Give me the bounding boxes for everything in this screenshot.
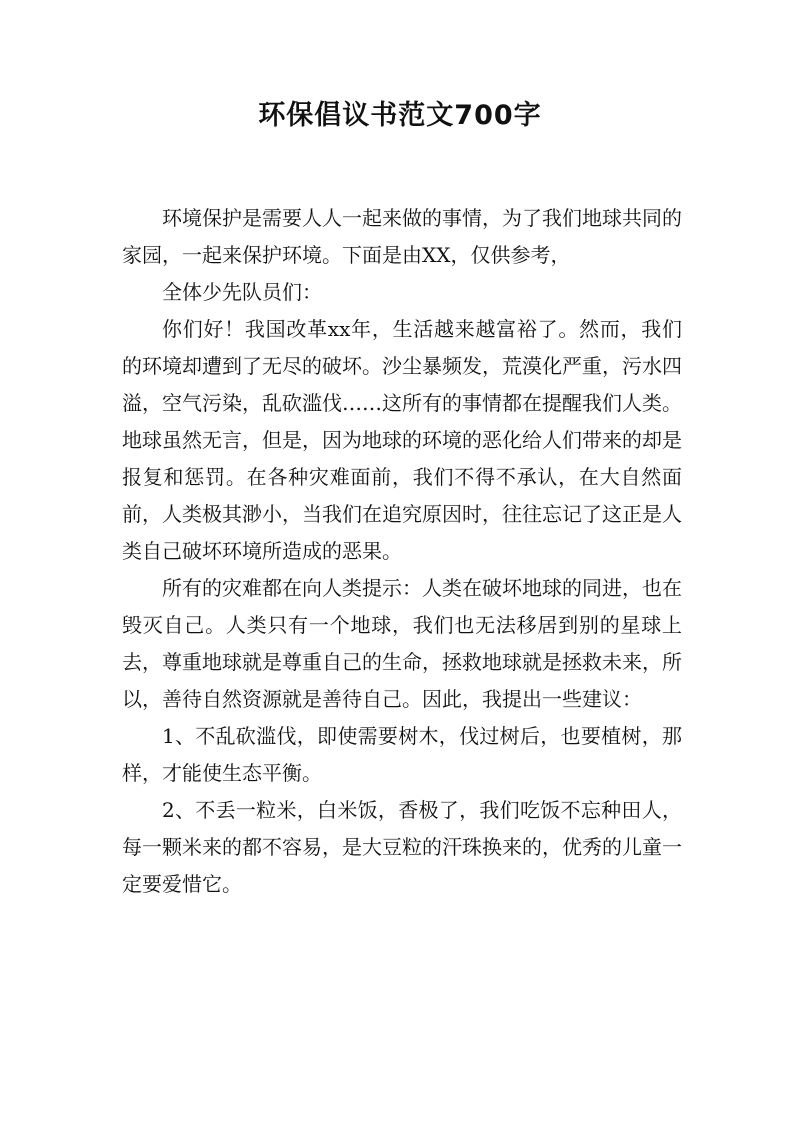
document-title: 环保倡议书范文700字 bbox=[258, 100, 542, 131]
salutation-paragraph: 全体少先队员们： bbox=[162, 280, 322, 304]
intro-paragraph: 环境保护是需要人人一起来做的事情，为了我们地球共同的家园，一起来保护环境。下面是由XX，仅供参考， bbox=[122, 206, 682, 267]
suggestion-2-paragraph: 2、不丢一粒米，白米饭，香极了，我们吃饭不忘种田人，每一颗米来的都不容易，是大豆粒的汗珠换来的，优秀的儿童一定要爱惜它。 bbox=[122, 798, 682, 896]
document-body bbox=[122, 200, 682, 903]
warning-paragraph: 所有的灾难都在向人类提示：人类在破坏地球的同进，也在毁灭自己。人类只有一个地球，我们也无法移居到别的星球上去，尊重地球就是尊重自己的生命，拯救地球就是拯救未来，所以，善待自然资源就是善待自己。因此，我提出一些建议： bbox=[122, 576, 682, 711]
greeting-paragraph: 你们好！我国改革xx年，生活越来越富裕了。然而，我们的环境却遭到了无尽的破坏。沙尘暴频发，荒漠化严重，污水四溢，空气污染，乱砍滥伐……这所有的事情都在提醒我们人类。地球虽然无言，但是，因为地球的环境的恶化给人们带来的却是报复和惩罚。在各种灾难面前，我们不得不承认，在大自然面前，人类极其渺小，当我们在追究原因时，往往忘记了这正是人类自己破坏环境所造成的恶果。 bbox=[122, 317, 682, 563]
suggestion-1-paragraph: 1、不乱砍滥伐，即使需要树木，伐过树后，也要植树，那样，才能使生态平衡。 bbox=[122, 724, 682, 785]
